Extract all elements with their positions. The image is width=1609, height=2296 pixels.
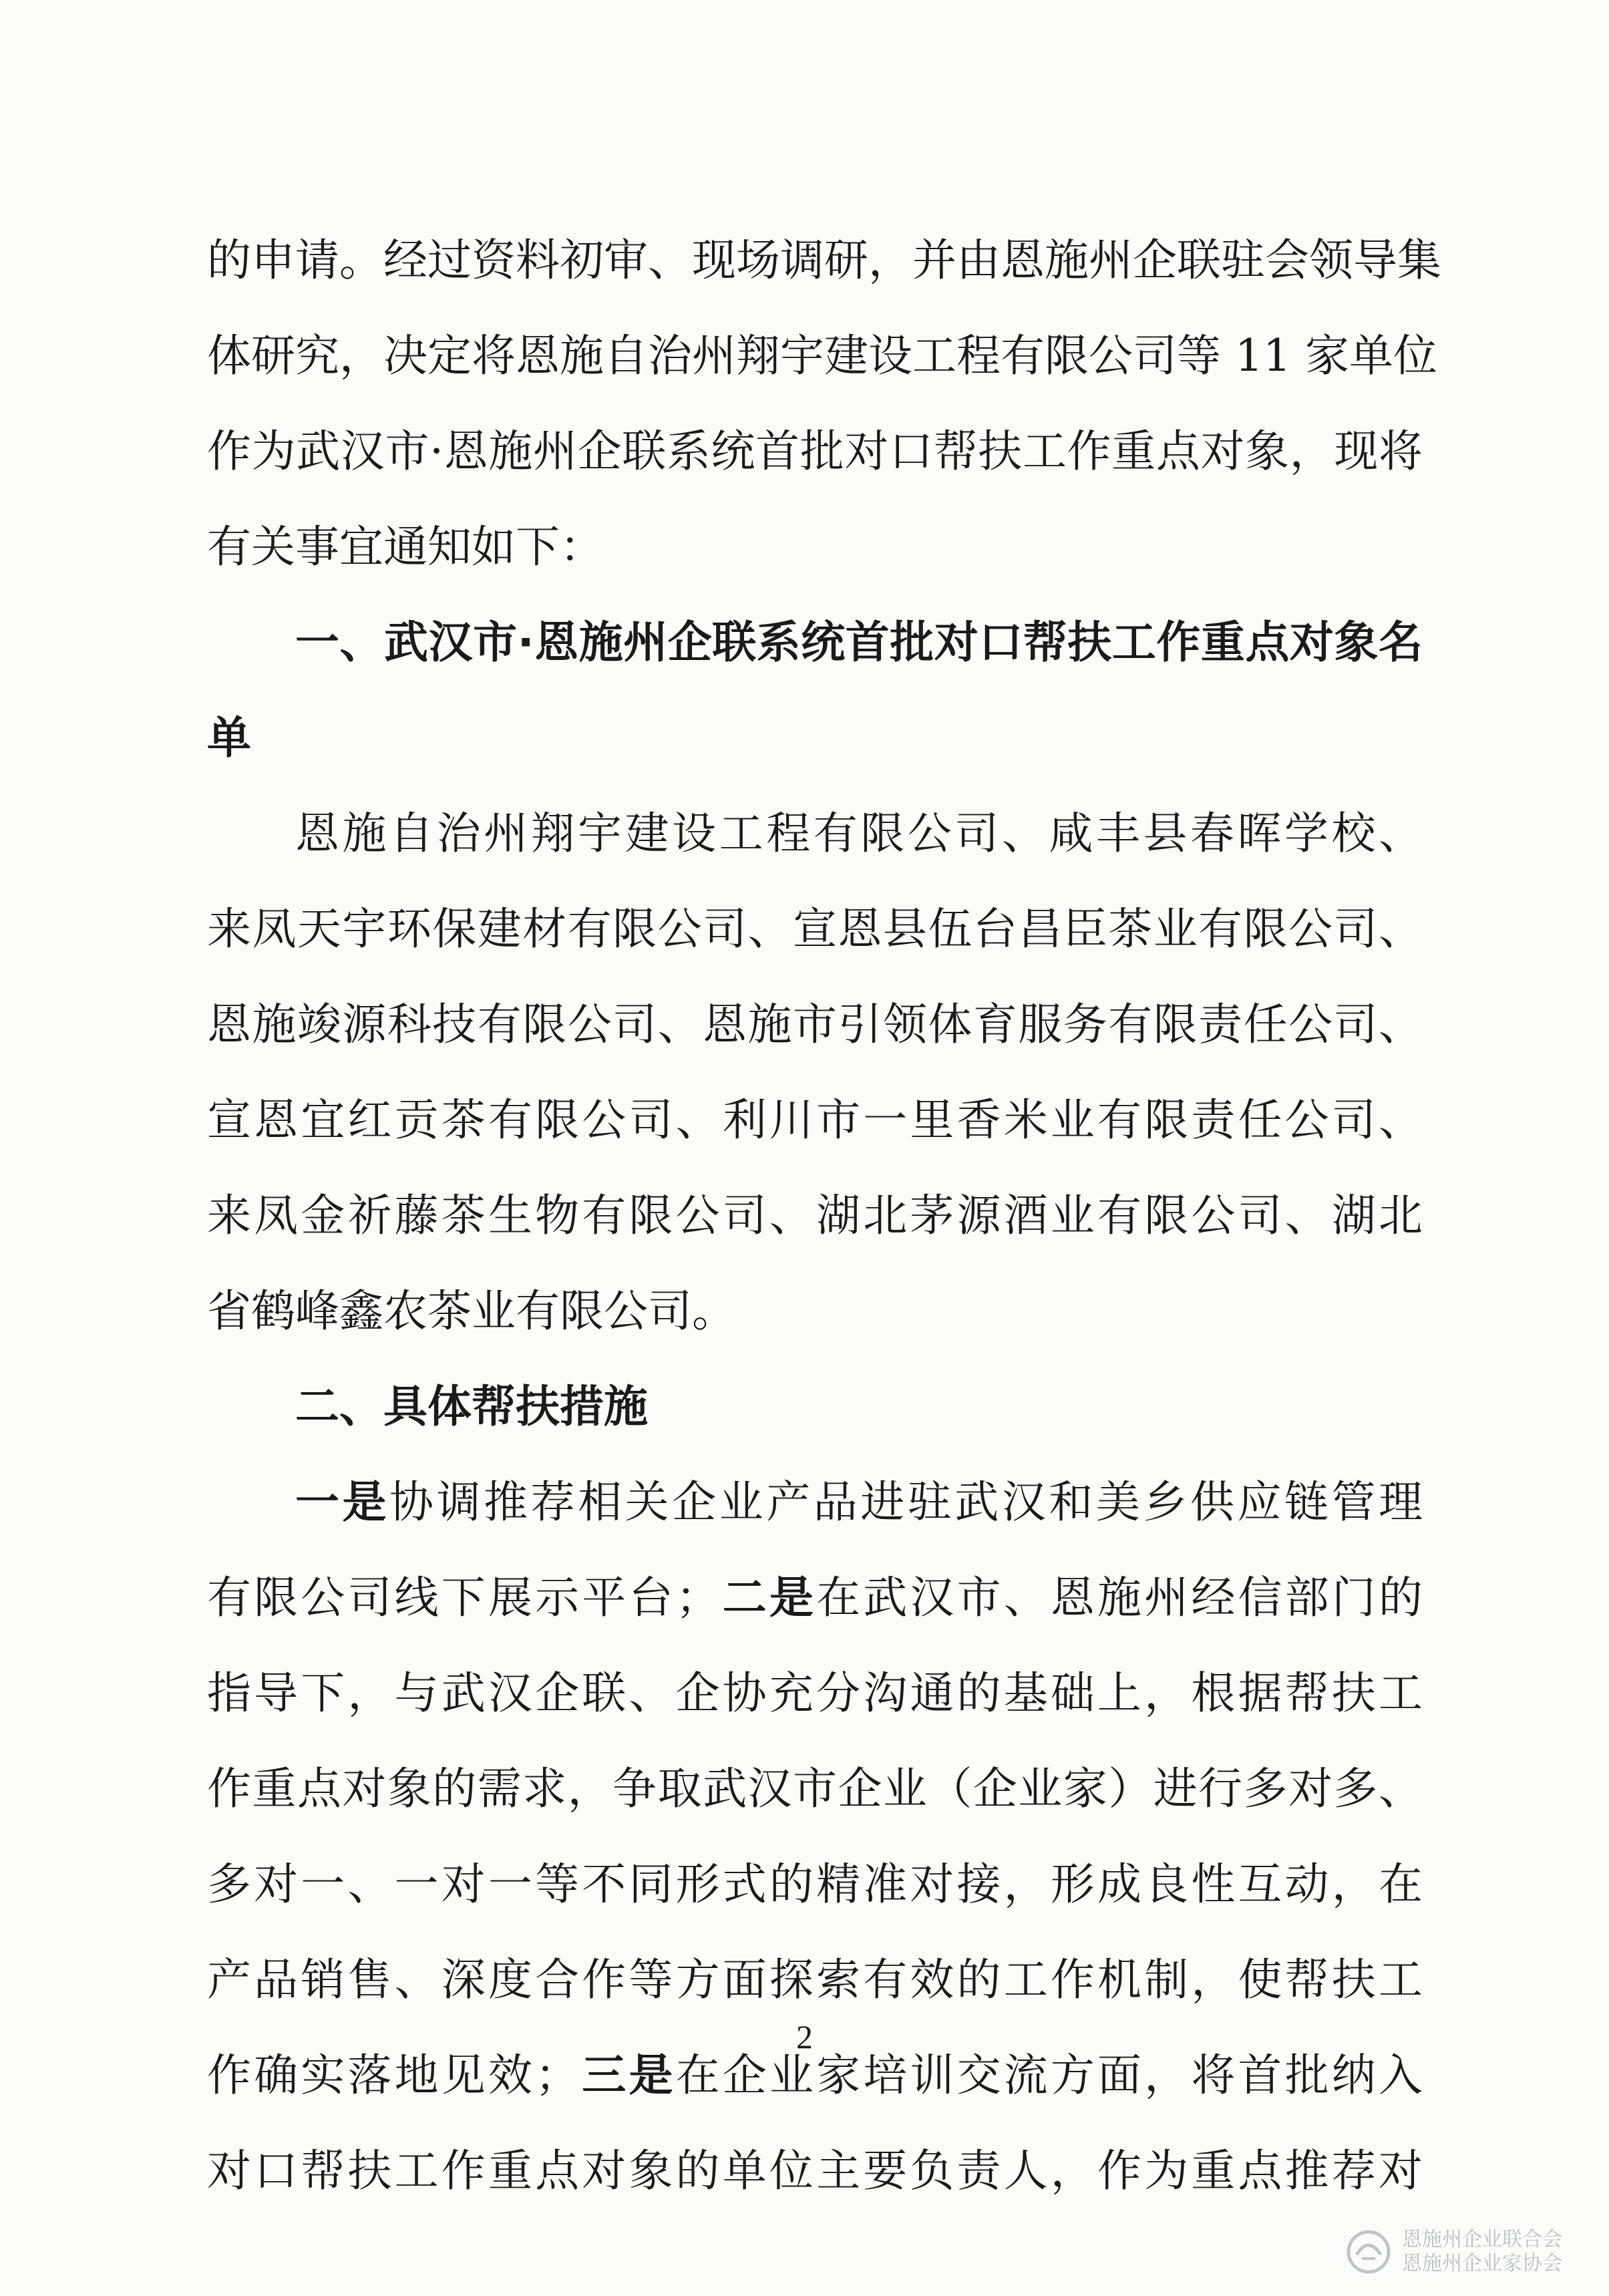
measure-text: 在企业家培训交流方面，将首批纳入 (675, 2049, 1423, 2101)
enterprise-logo-icon (1345, 2228, 1393, 2276)
measure-lead-2: 二是 (719, 1571, 817, 1623)
measure-line (207, 1454, 1423, 1550)
measure-text: 有限公司线下展示平台； (207, 1572, 720, 1623)
watermark-line-2: 恩施州企业家协会 (1402, 2252, 1562, 2275)
company-list-line: 宣恩宜红贡茶有限公司、利川市一里香米业有限责任公司、 (207, 1094, 1423, 1146)
section-heading-2: 二、具体帮扶措施 (295, 1381, 648, 1432)
measure-line: 作重点对象的需求，争取武汉市企业（企业家）进行多对多、 (207, 1763, 1423, 1814)
section-heading-1: 一、武汉市·恩施州企联系统首批对口帮扶工作重点对象名 (295, 617, 1423, 668)
body-line: 有关事宜通知如下： (207, 521, 604, 572)
page-number: 2 (796, 2018, 813, 2056)
measure-text: 作确实落地见效； (207, 2049, 580, 2101)
measure-line: 产品销售、深度合作等方面探索有效的工作机制，使帮扶工 (207, 1954, 1423, 2005)
watermark-text (1402, 2228, 1562, 2276)
measure-line (207, 1550, 1423, 1645)
watermark-line-1: 恩施州企业联合会 (1402, 2228, 1562, 2251)
body-line: 体研究，决定将恩施自治州翔宇建设工程有限公司等 11 家单位 (207, 330, 1437, 381)
company-list-line: 来凤金祈藤茶生物有限公司、湖北茅源酒业有限公司、湖北 (207, 1190, 1423, 1241)
document-body (207, 212, 1441, 2219)
measure-lead-1: 一是 (295, 1476, 390, 1528)
measure-line: 对口帮扶工作重点对象的单位主要负责人，作为重点推荐对 (207, 2145, 1423, 2196)
measure-line: 多对一、一对一等不同形式的精准对接，形成良性互动，在 (207, 1858, 1423, 1910)
company-list-line: 来凤天宇环保建材有限公司、宣恩县伍台昌臣茶业有限公司、 (207, 903, 1423, 955)
watermark (1345, 2228, 1562, 2276)
company-list-line: 恩施自治州翔宇建设工程有限公司、咸丰县春晖学校、 (295, 808, 1423, 859)
body-line: 的申请。经过资料初审、现场调研，并由恩施州企联驻会领导集 (207, 234, 1441, 286)
body-line: 作为武汉市·恩施州企联系统首批对口帮扶工作重点对象，现将 (207, 426, 1423, 477)
section-heading-1-cont: 单 (207, 712, 251, 764)
company-list-line: 省鹤峰鑫农茶业有限公司。 (207, 1285, 736, 1337)
measure-text: 协调推荐相关企业产品进驻武汉和美乡供应链管理 (389, 1476, 1423, 1528)
measure-text: 在武汉市、恩施州经信部门的 (816, 1572, 1423, 1623)
measure-lead-3: 三是 (579, 2049, 676, 2101)
company-list-line: 恩施竣源科技有限公司、恩施市引领体育服务有限责任公司、 (207, 999, 1423, 1050)
measure-line: 指导下，与武汉企联、企协充分沟通的基础上，根据帮扶工 (207, 1667, 1423, 1719)
